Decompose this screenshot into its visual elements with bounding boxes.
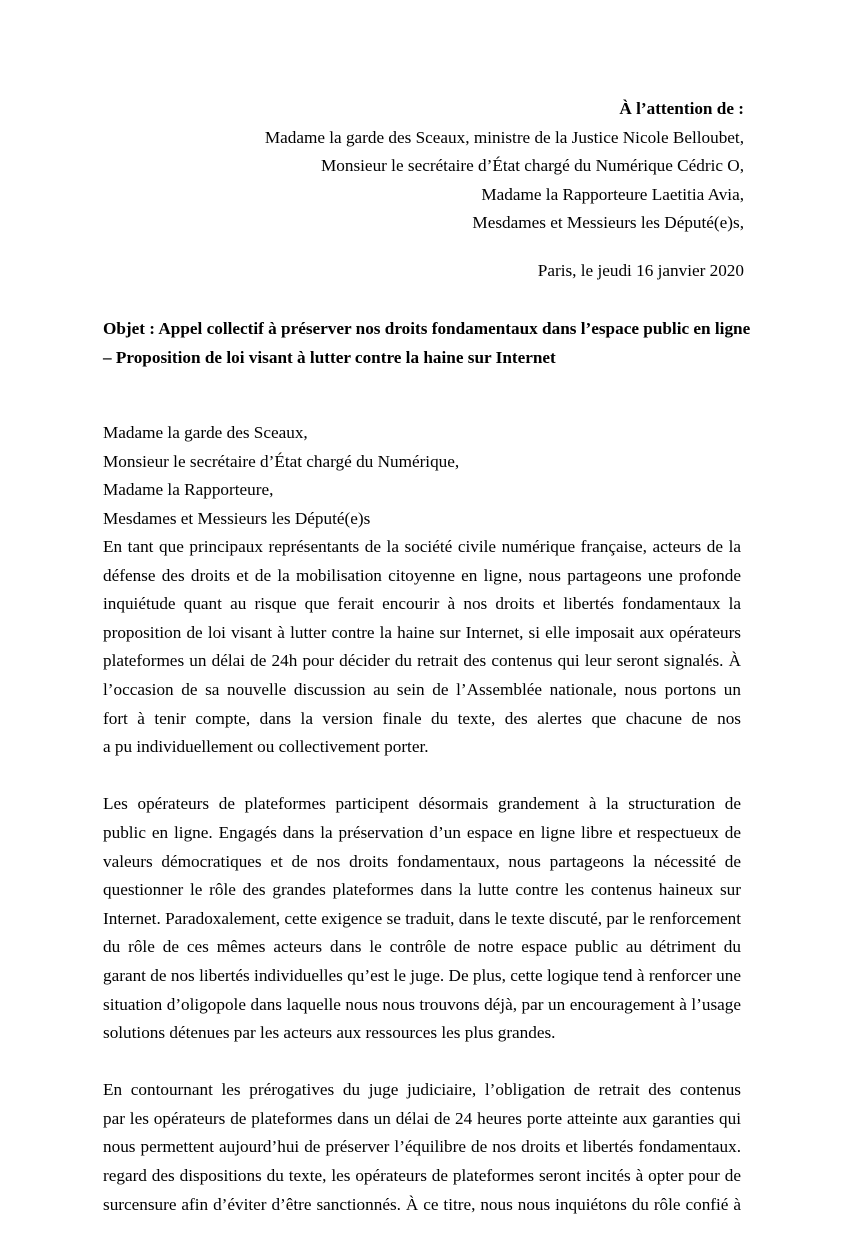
salutation-line: Madame la garde des Sceaux, (103, 423, 308, 442)
body-line: En tant que principaux représentants de la société civile numérique française, acteurs de la (103, 537, 741, 556)
subject-line: Objet : Appel collectif à préserver nos droits fondamentaux dans l’espace public en ligne (103, 319, 751, 338)
recipient-line: Mesdames et Messieurs les Député(e)s, (472, 213, 744, 233)
recipient-line: Madame la Rapporteure Laetitia Avia, (481, 184, 744, 204)
recipient-line: Monsieur le secrétaire d’État chargé du Numérique Cédric O, (321, 156, 744, 176)
body-line: regard des dispositions du texte, les opérateurs de plateformes seront incités à opter pour de (103, 1166, 741, 1186)
body-line: plateformes un délai de 24h pour décider du retrait des contenus qui leur seront signalés. À (103, 651, 741, 671)
attention-block (265, 95, 744, 238)
letter-date: Paris, le jeudi 16 janvier 2020 (537, 261, 744, 280)
body-line: surcensure afin d’éviter d’être sanctionnés. À ce titre, nous nous inquiétons du rôle confié à (103, 1194, 741, 1214)
letter-body (103, 533, 741, 1248)
body-line: inquiétude quant au risque que ferait encourir à nos droits et libertés fondamentaux la (103, 594, 741, 614)
salutation-line: Madame la Rapporteure, (103, 480, 274, 500)
paragraph (103, 533, 741, 762)
body-line: Internet. Paradoxalement, cette exigence se traduit, dans le texte discuté, par le renforcement (103, 908, 741, 928)
attention-heading: À l’attention de : (619, 99, 744, 118)
salutation-line: Mesdames et Messieurs les Député(e)s (103, 508, 371, 528)
body-line: l’occasion de sa nouvelle discussion au sein de l’Assemblée nationale, nous portons un (103, 679, 741, 699)
body-line: valeurs démocratiques et de nos droits fondamentaux, nous partageons la nécessité de (103, 851, 741, 871)
body-line: Les opérateurs de plateformes participent désormais grandement à la structuration de (103, 794, 741, 814)
body-line: En contournant les prérogatives du juge judiciaire, l’obligation de retrait des contenus (103, 1080, 741, 1100)
paragraph (103, 1076, 741, 1219)
recipient-line: Madame la garde des Sceaux, ministre de la Justice Nicole Belloubet, (264, 127, 744, 147)
body-line: fort à tenir compte, dans la version finale du texte, des alertes que chacune de nos (103, 708, 741, 728)
body-line: a pu individuellement ou collectivement porter. (103, 737, 429, 757)
body-line: nous permettent aujourd’hui de préserver l’équilibre de nos droits et libertés fondamentaux. (103, 1137, 741, 1157)
body-line: questionner le rôle des grandes plateformes dans la lutte contre les contenus haineux sur (103, 880, 741, 900)
body-line: solutions détenues par les acteurs aux ressources les plus grandes. (103, 1023, 556, 1043)
body-line: défense des droits et de la mobilisation citoyenne en ligne, nous partageons une profonde (103, 565, 741, 585)
subject-line: – Proposition de loi visant à lutter contre la haine sur Internet (103, 347, 556, 367)
salutation-line: Monsieur le secrétaire d’État chargé du Numérique, (103, 451, 460, 471)
body-line: public en ligne. Engagés dans la préservation d’un espace en ligne libre et respectueux de (103, 822, 741, 842)
salutation-block (103, 419, 459, 533)
body-line: garant de nos libertés individuelles qu’est le juge. De plus, cette logique tend à renforcer une (103, 965, 741, 985)
body-line: situation d’oligopole dans laquelle nous nous trouvons déjà, par un encouragement à l’usage (103, 994, 741, 1014)
body-line: par les opérateurs de plateformes dans un délai de 24 heures porte atteinte aux garanties qui (103, 1108, 741, 1128)
letter-subject (103, 315, 751, 372)
paragraph (103, 790, 741, 1047)
body-line: proposition de loi visant à lutter contre la haine sur Internet, si elle imposait aux opérateurs (103, 622, 741, 642)
body-line: du rôle de ces mêmes acteurs dans le contrôle de notre espace public au détriment du (103, 937, 741, 957)
